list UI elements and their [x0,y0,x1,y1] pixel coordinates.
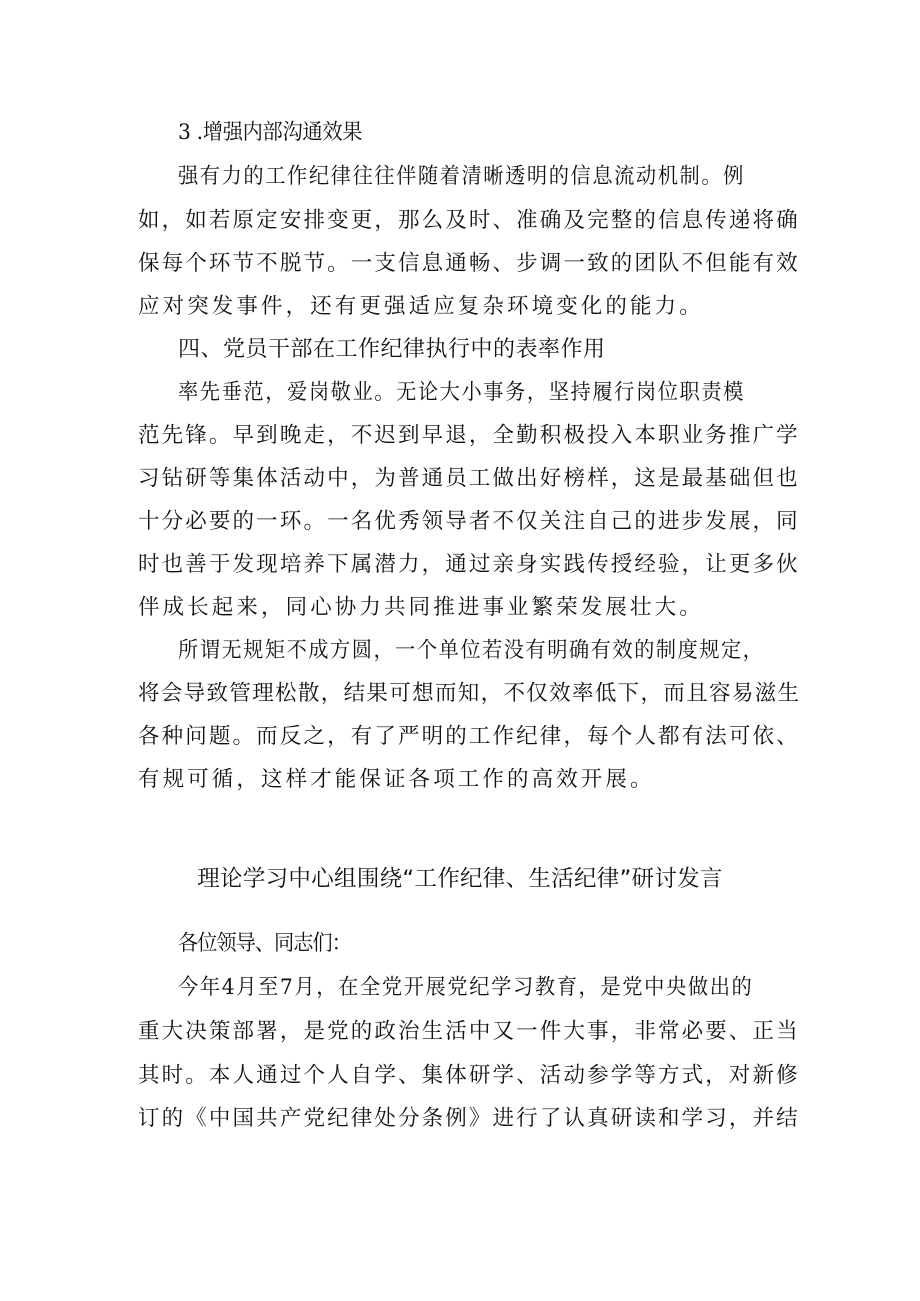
section4-para1-line-1: 率先垂范，爱岗敬业。无论大小事务，坚持履行岗位职责模 [178,380,745,405]
section4-para1-line-3: 习钻研等集体活动中，为普通员工做出好榜样，这是最基础但也 [138,466,800,491]
section4-para2-line-1: 所谓无规矩不成方圆，一个单位若没有明确有效的制度规定， [178,638,765,663]
section4-para1-line-4: 十分必要的一环。一名优秀领导者不仅关注自己的进步发展，同 [138,509,800,534]
section4-para1-line-5: 时也善于发现培养下属潜力，通过亲身实践传授经验，让更多伙 [138,552,800,577]
section4-para2-line-2: 将会导致管理松散，结果可想而知，不仅效率低下，而且容易滋生 [138,681,801,706]
section3-line-1: 强有力的工作纪律往往伴随着清晰透明的信息流动机制。例 [178,164,745,189]
section4-heading: 四、党员干部在工作纪律执行中的表率作用 [178,337,606,362]
speech-greeting: 各位领导、同志们： [178,931,351,956]
section4-para1-line-6: 伴成长起来，同心协力共同推进事业繁荣发展壮大。 [138,595,704,620]
speech-line-1: 今年4月至7月，在全党开展党纪学习教育，是党中央做出的 [178,975,754,1000]
speech-line-4: 订的《中国共产党纪律处分条例》进行了认真研读和学习，并结 [138,1106,800,1131]
section3-line-4: 应对突发事件，还有更强适应复杂环境变化的能力。 [138,294,704,319]
section4-para2-line-4: 有规可循，这样才能保证各项工作的高效开展。 [138,767,655,792]
section4-para1-line-2: 范先锋。早到晚走，不迟到早退，全勤积极投入本职业务推广学 [138,423,800,448]
section3-line-2: 如，如若原定安排变更，那么及时、准确及完整的信息传递将确 [138,208,800,233]
speech-line-2: 重大决策部署，是党的政治生活中又一件大事，非常必要、正当 [138,1019,800,1044]
section3-line-3: 保每个环节不脱节。一支信息通畅、步调一致的团队不但能有效 [138,251,800,276]
section4-para2-line-3: 各种问题。而反之，有了严明的工作纪律，每个人都有法可依、 [138,724,800,749]
section3-heading: 3 .增强内部沟通效果 [178,120,363,145]
speech-line-3: 其时。本人通过个人自学、集体研学、活动参学等方式，对新修 [138,1063,800,1088]
speech-title: 理论学习中心组围绕“工作纪律、生活纪律”研讨发言 [197,866,723,892]
